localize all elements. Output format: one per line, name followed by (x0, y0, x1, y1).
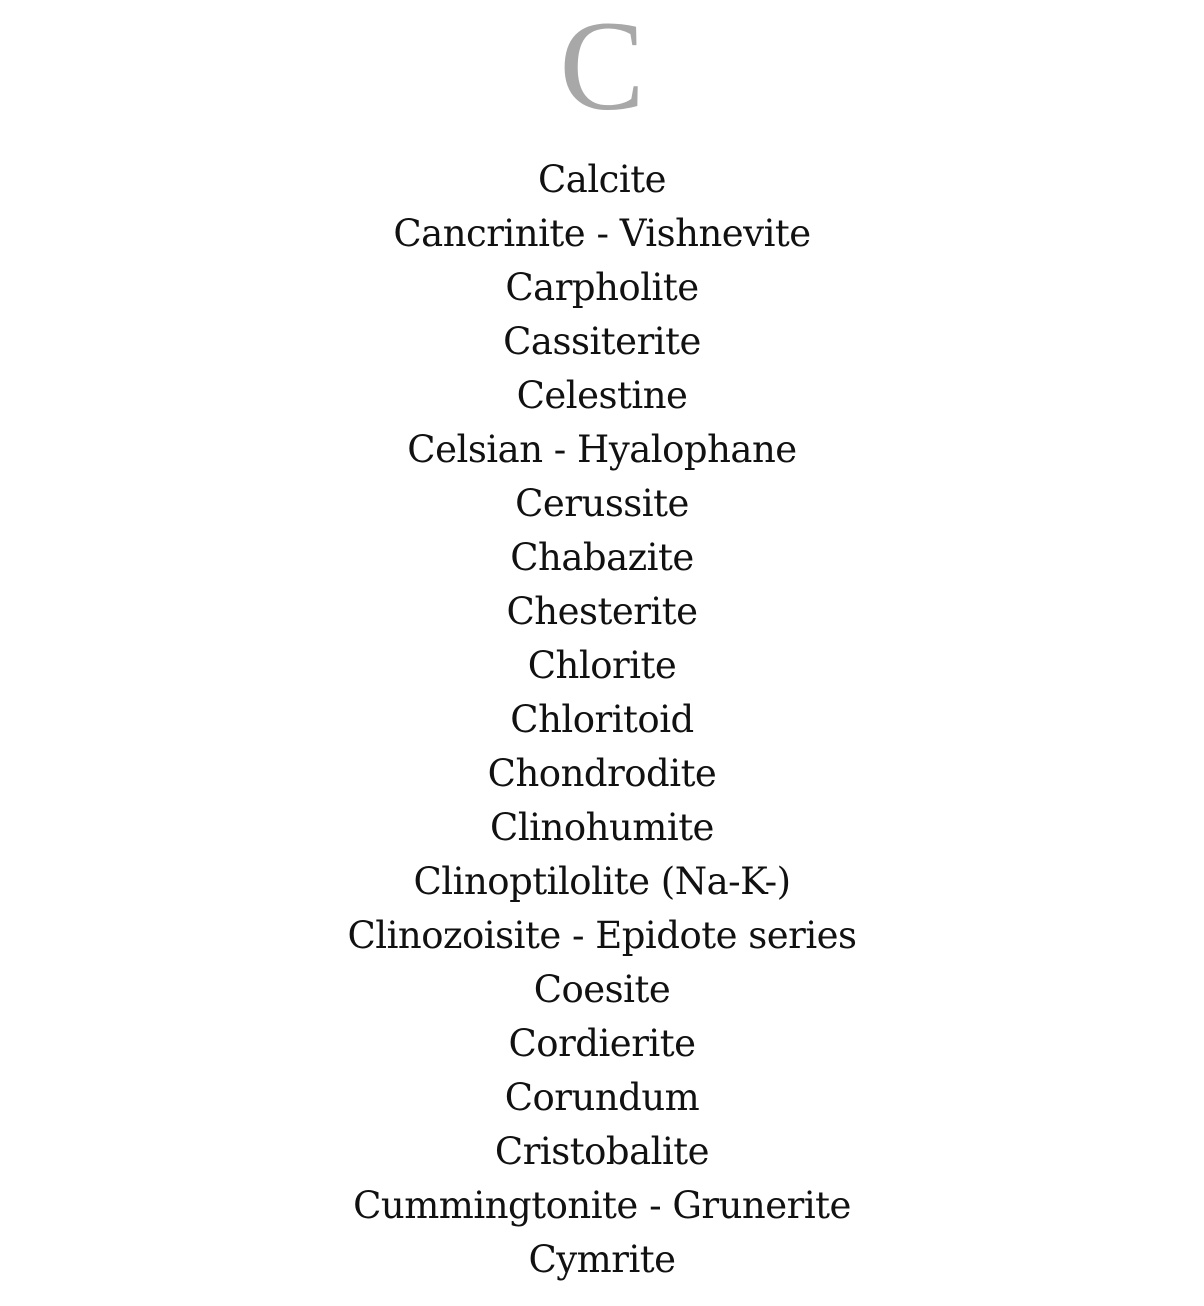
mineral-link-carpholite[interactable]: Carpholite (505, 266, 699, 309)
mineral-link-cancrinite-vishnevite[interactable]: Cancrinite - Vishnevite (393, 212, 811, 255)
list-item (0, 909, 1204, 963)
list-item (0, 693, 1204, 747)
list-item (0, 1071, 1204, 1125)
list-item (0, 369, 1204, 423)
mineral-link-celestine[interactable]: Celestine (516, 374, 688, 417)
mineral-link-clinohumite[interactable]: Clinohumite (490, 806, 714, 849)
list-item (0, 747, 1204, 801)
mineral-list (0, 153, 1204, 1287)
mineral-link-chabazite[interactable]: Chabazite (510, 536, 694, 579)
list-item (0, 477, 1204, 531)
list-item (0, 639, 1204, 693)
list-item (0, 1125, 1204, 1179)
mineral-link-celsian-hyalophane[interactable]: Celsian - Hyalophane (407, 428, 797, 471)
list-item (0, 1233, 1204, 1287)
mineral-link-cristobalite[interactable]: Cristobalite (494, 1130, 710, 1173)
mineral-link-clinoptilolite[interactable]: Clinoptilolite (Na-K-) (413, 860, 791, 903)
list-item (0, 531, 1204, 585)
mineral-link-chesterite[interactable]: Chesterite (506, 590, 698, 633)
list-item (0, 1179, 1204, 1233)
mineral-link-chondrodite[interactable]: Chondrodite (487, 752, 717, 795)
mineral-link-coesite[interactable]: Coesite (533, 968, 671, 1011)
mineral-link-cummingtonite-grunerite[interactable]: Cummingtonite - Grunerite (353, 1184, 851, 1227)
list-item (0, 585, 1204, 639)
mineral-link-cymrite[interactable]: Cymrite (528, 1238, 676, 1281)
mineral-link-cordierite[interactable]: Cordierite (508, 1022, 696, 1065)
list-item (0, 1017, 1204, 1071)
mineral-link-cassiterite[interactable]: Cassiterite (503, 320, 701, 363)
list-item (0, 423, 1204, 477)
list-item (0, 153, 1204, 207)
list-item (0, 207, 1204, 261)
mineral-link-chlorite[interactable]: Chlorite (527, 644, 677, 687)
list-item (0, 261, 1204, 315)
list-item (0, 855, 1204, 909)
section-letter-heading: C (559, 0, 645, 137)
list-item (0, 801, 1204, 855)
mineral-link-corundum[interactable]: Corundum (504, 1076, 700, 1119)
mineral-link-calcite[interactable]: Calcite (537, 158, 667, 201)
list-item (0, 315, 1204, 369)
list-item (0, 963, 1204, 1017)
mineral-link-clinozoisite-epidote[interactable]: Clinozoisite - Epidote series (347, 914, 857, 957)
mineral-link-chloritoid[interactable]: Chloritoid (510, 698, 694, 741)
mineral-link-cerussite[interactable]: Cerussite (515, 482, 689, 525)
